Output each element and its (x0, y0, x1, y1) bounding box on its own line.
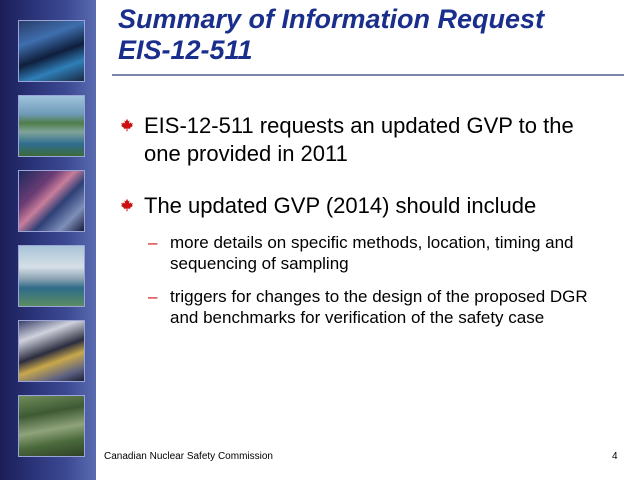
slide-title (118, 4, 618, 66)
equipment-photo (18, 170, 85, 232)
lake-aerial-photo (18, 95, 85, 157)
title-line-2: EIS-12-511 (118, 35, 253, 65)
power-plant-photo (18, 245, 85, 307)
page-number: 4 (612, 451, 618, 462)
field-worker-photo (18, 395, 85, 457)
footer-organization: Canadian Nuclear Safety Commission (104, 451, 273, 462)
title-divider (112, 74, 624, 76)
instrument-photo (18, 320, 85, 382)
title-line-1: Summary of Information Request (118, 4, 545, 34)
dash-marker: – (148, 233, 158, 252)
maple-leaf-icon (120, 118, 134, 132)
sub-bullet-text: more details on specific methods, location, timing and sequencing of sampling (170, 233, 574, 273)
maple-leaf-icon (120, 198, 134, 212)
sidebar-photo-strip (0, 0, 96, 480)
bullet-text: EIS-12-511 requests an updated GVP to the one provided in 2011 (144, 113, 574, 166)
sub-bullet-text: triggers for changes to the design of the proposed DGR and benchmarks for verification of the safety case (170, 287, 588, 327)
bullet-text: The updated GVP (2014) should include (144, 193, 537, 218)
reactor-pool-photo (18, 20, 85, 82)
dash-marker: – (148, 287, 158, 306)
